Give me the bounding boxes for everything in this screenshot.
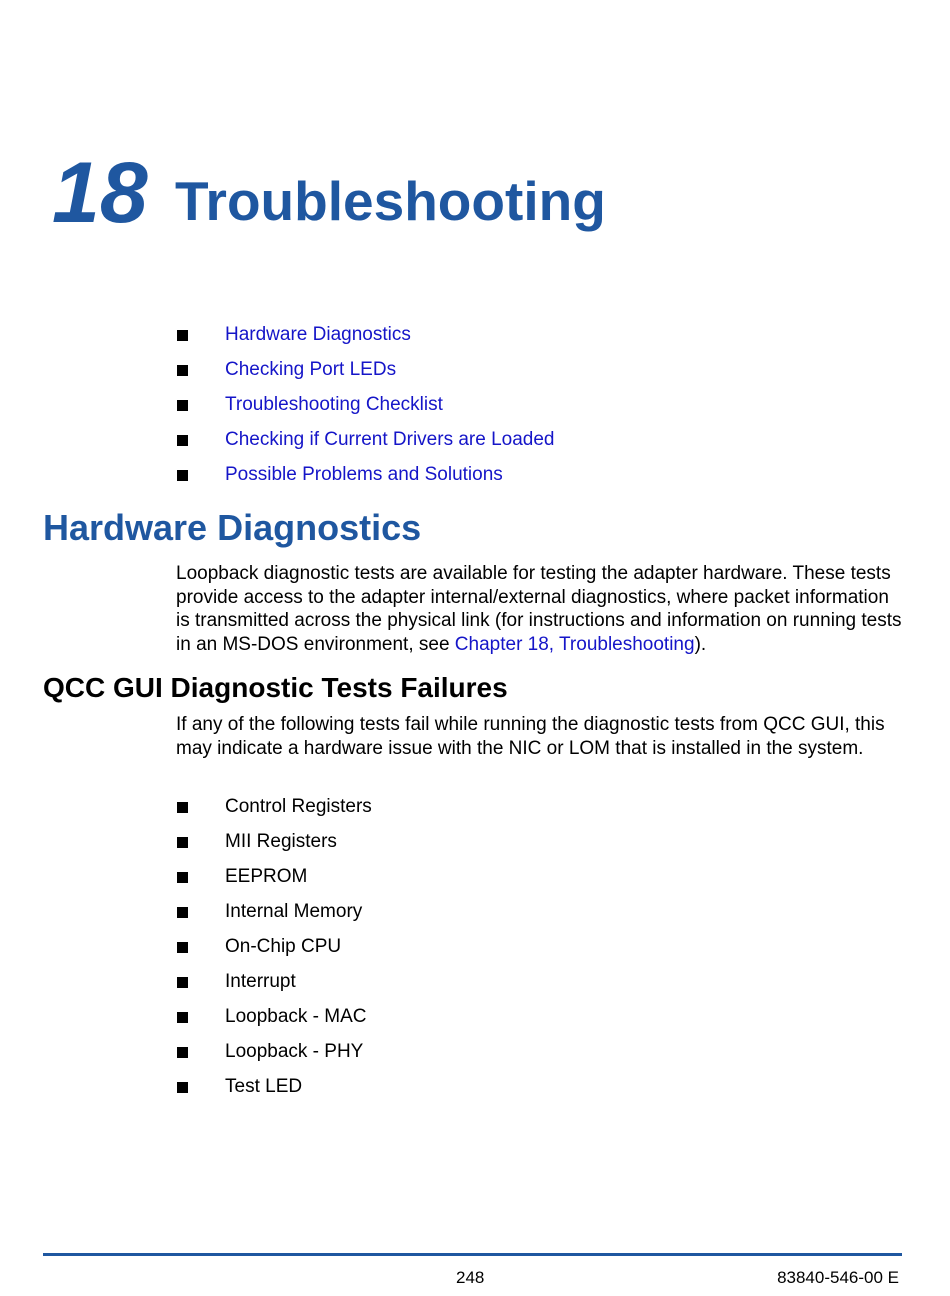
list-item xyxy=(176,970,372,1005)
paragraph-end: ). xyxy=(694,633,707,655)
test-name: Internal Memory xyxy=(225,901,363,922)
qcc-gui-paragraph: If any of the following tests fail while running the diagnostic tests from QCC GUI, this may indicate a hardware issue with the NIC or LOM that is installed in the system. xyxy=(176,714,885,759)
test-list xyxy=(176,795,372,1110)
toc-link-hardware-diagnostics[interactable]: Hardware Diagnostics xyxy=(225,324,411,345)
paragraph-text: Loopback diagnostic tests are available for testing the adapter hardware. These tests provide access to the adapter internal/external diagnostics, where packet information is transmitted across the physical link (for instructions and information on running tests in an MS-DOS environment, see xyxy=(176,563,902,655)
toc-item xyxy=(176,393,555,428)
test-name: Control Registers xyxy=(225,796,372,817)
toc-item xyxy=(176,463,555,498)
square-bullet-icon xyxy=(177,400,188,411)
chapter-title: Troubleshooting xyxy=(175,170,606,232)
list-item xyxy=(176,1040,372,1075)
toc-item xyxy=(176,323,555,358)
chapter-number: 18 xyxy=(52,145,148,241)
list-item xyxy=(176,935,372,970)
square-bullet-icon xyxy=(177,1082,188,1093)
toc-link-checking-port-leds[interactable]: Checking Port LEDs xyxy=(225,359,397,380)
square-bullet-icon xyxy=(177,365,188,376)
footer-rule xyxy=(43,1253,902,1256)
list-item xyxy=(176,900,372,935)
square-bullet-icon xyxy=(177,470,188,481)
page-number: 248 xyxy=(456,1268,485,1287)
test-name: MII Registers xyxy=(225,831,337,852)
list-item xyxy=(176,865,372,900)
test-name: Interrupt xyxy=(225,971,296,992)
test-name: Loopback - PHY xyxy=(225,1041,364,1062)
square-bullet-icon xyxy=(177,1047,188,1058)
square-bullet-icon xyxy=(177,942,188,953)
list-item xyxy=(176,1005,372,1040)
list-item xyxy=(176,1075,372,1110)
toc-item xyxy=(176,428,555,463)
square-bullet-icon xyxy=(177,977,188,988)
toc-link-checking-drivers[interactable]: Checking if Current Drivers are Loaded xyxy=(225,429,555,450)
chapter-toc xyxy=(176,323,555,498)
square-bullet-icon xyxy=(177,907,188,918)
square-bullet-icon xyxy=(177,802,188,813)
test-name: EEPROM xyxy=(225,866,308,887)
toc-link-possible-problems[interactable]: Possible Problems and Solutions xyxy=(225,464,503,485)
square-bullet-icon xyxy=(177,872,188,883)
toc-item xyxy=(176,358,555,393)
hardware-diagnostics-paragraph xyxy=(176,562,906,656)
test-name: On-Chip CPU xyxy=(225,936,342,957)
document-id: 83840-546-00 E xyxy=(777,1268,899,1287)
chapter-18-link[interactable]: Chapter 18, Troubleshooting xyxy=(454,633,695,655)
test-name: Test LED xyxy=(225,1076,303,1097)
square-bullet-icon xyxy=(177,1012,188,1023)
test-name: Loopback - MAC xyxy=(225,1006,367,1027)
list-item xyxy=(176,795,372,830)
square-bullet-icon xyxy=(177,330,188,341)
square-bullet-icon xyxy=(177,837,188,848)
square-bullet-icon xyxy=(177,435,188,446)
list-item xyxy=(176,830,372,865)
section-heading-hardware-diagnostics: Hardware Diagnostics xyxy=(43,507,422,548)
section-heading-qcc-gui-failures: QCC GUI Diagnostic Tests Failures xyxy=(43,672,508,703)
toc-link-troubleshooting-checklist[interactable]: Troubleshooting Checklist xyxy=(225,394,443,415)
